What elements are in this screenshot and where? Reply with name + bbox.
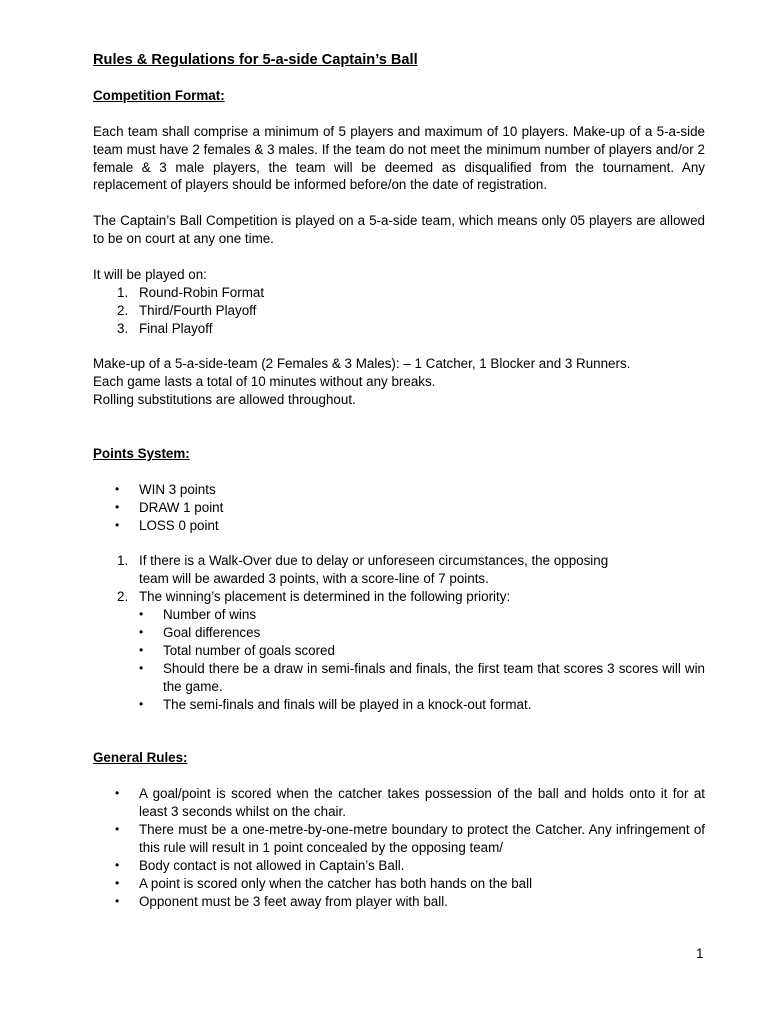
- list-item-text: If there is a Walk-Over due to delay or unforeseen circumstances, the opposing: [139, 553, 609, 569]
- bullet-icon: •: [139, 696, 144, 711]
- bullet-icon: •: [139, 624, 144, 639]
- bullet-icon: •: [115, 821, 120, 836]
- list-item-text: The semi-finals and finals will be played in a knock-out format.: [163, 696, 532, 712]
- document-body: [93, 52, 705, 910]
- list-item-text: WIN 3 points: [139, 481, 216, 497]
- list-item: [93, 785, 705, 821]
- document-title: Rules & Regulations for 5-a-side Captain’s Ball: [93, 52, 418, 68]
- points-system-heading: Points System:: [93, 445, 190, 461]
- list-item-text: Body contact is not allowed in Captain’s Ball.: [139, 857, 405, 873]
- list-item-text: Round-Robin Format: [139, 284, 265, 300]
- general-rules-list: [93, 785, 705, 910]
- bullet-icon: •: [139, 660, 144, 675]
- list-item: [93, 893, 705, 911]
- bullet-icon: •: [115, 786, 120, 801]
- list-item: [93, 606, 705, 624]
- list-item: [93, 660, 705, 696]
- list-number: 2.: [117, 302, 129, 318]
- list-item: [93, 552, 705, 588]
- list-number: 3.: [117, 320, 129, 336]
- list-item: [93, 875, 705, 893]
- list-item-text: Total number of goals scored: [163, 642, 335, 658]
- list-item: [93, 499, 705, 517]
- list-item-text: A goal/point is scored when the catcher takes possession of the ball and holds onto it for at least 3 seconds whilst on the chair.: [139, 786, 705, 820]
- priority-list: [93, 606, 705, 713]
- points-rules-list: [93, 552, 705, 606]
- bullet-icon: •: [115, 857, 120, 872]
- list-item-text: There must be a one-metre-by-one-metre boundary to protect the Catcher. Any infringement of this rule will result in 1 point concealed by the opposing team/: [139, 821, 705, 855]
- list-item-text: Should there be a draw in semi-finals and finals, the first team that scores 3 scores will win the game.: [163, 660, 705, 694]
- list-item-text: Goal differences: [163, 624, 261, 640]
- bullet-icon: •: [139, 642, 144, 657]
- bullet-icon: •: [115, 481, 120, 496]
- list-item: [93, 696, 705, 714]
- substitutions-line: Rolling substitutions are allowed throughout.: [93, 392, 356, 408]
- list-item: [93, 624, 705, 642]
- list-item-text: DRAW 1 point: [139, 499, 224, 515]
- general-rules-heading: General Rules:: [93, 750, 188, 766]
- list-item: [93, 588, 705, 606]
- list-item: [93, 320, 705, 338]
- bullet-icon: •: [139, 607, 144, 622]
- list-number: 2.: [117, 589, 129, 605]
- list-item: [93, 821, 705, 857]
- bullet-icon: •: [115, 875, 120, 890]
- points-list: [93, 481, 705, 535]
- list-item-text: Opponent must be 3 feet away from player with ball.: [139, 893, 448, 909]
- list-item: [93, 284, 705, 302]
- played-on-intro: It will be played on:: [93, 266, 207, 282]
- list-item: [93, 642, 705, 660]
- list-number: 1.: [117, 553, 129, 569]
- players-on-court-paragraph: The Captain’s Ball Competition is played on a 5-a-side team, which means only 05 players are allowed to be on court at any one time.: [93, 213, 705, 247]
- bullet-icon: •: [115, 517, 120, 532]
- list-item-text: team will be awarded 3 points, with a score-line of 7 points.: [139, 571, 489, 587]
- list-item: [93, 481, 705, 499]
- format-list: [93, 284, 705, 338]
- list-item-text: Third/Fourth Playoff: [139, 302, 257, 318]
- game-duration-line: Each game lasts a total of 10 minutes without any breaks.: [93, 374, 436, 390]
- list-item: [93, 517, 705, 535]
- list-item: [93, 302, 705, 320]
- list-item: [93, 857, 705, 875]
- page-number: 1: [696, 946, 704, 961]
- list-item-text: Number of wins: [163, 607, 257, 623]
- list-item-text: LOSS 0 point: [139, 517, 219, 533]
- list-item-text: The winning’s placement is determined in the following priority:: [139, 589, 511, 605]
- competition-format-heading: Competition Format:: [93, 87, 225, 103]
- bullet-icon: •: [115, 499, 120, 514]
- list-number: 1.: [117, 284, 129, 300]
- list-item-text: Final Playoff: [139, 320, 213, 336]
- list-item-text: A point is scored only when the catcher has both hands on the ball: [139, 875, 533, 891]
- team-composition-paragraph: Each team shall comprise a minimum of 5 players and maximum of 10 players. Make-up of a 5-a-side team must have 2 females & 3 males. If the team do not meet the minimum number of players and/or 2 female & 3 male players, the team will be deemed as disqualified from the tournament. Any replacement of players should be informed before/on the date of registration.: [93, 123, 705, 193]
- team-makeup-line: Make-up of a 5-a-side-team (2 Females & 3 Males): – 1 Catcher, 1 Blocker and 3 Runners.: [93, 356, 631, 372]
- bullet-icon: •: [115, 893, 120, 908]
